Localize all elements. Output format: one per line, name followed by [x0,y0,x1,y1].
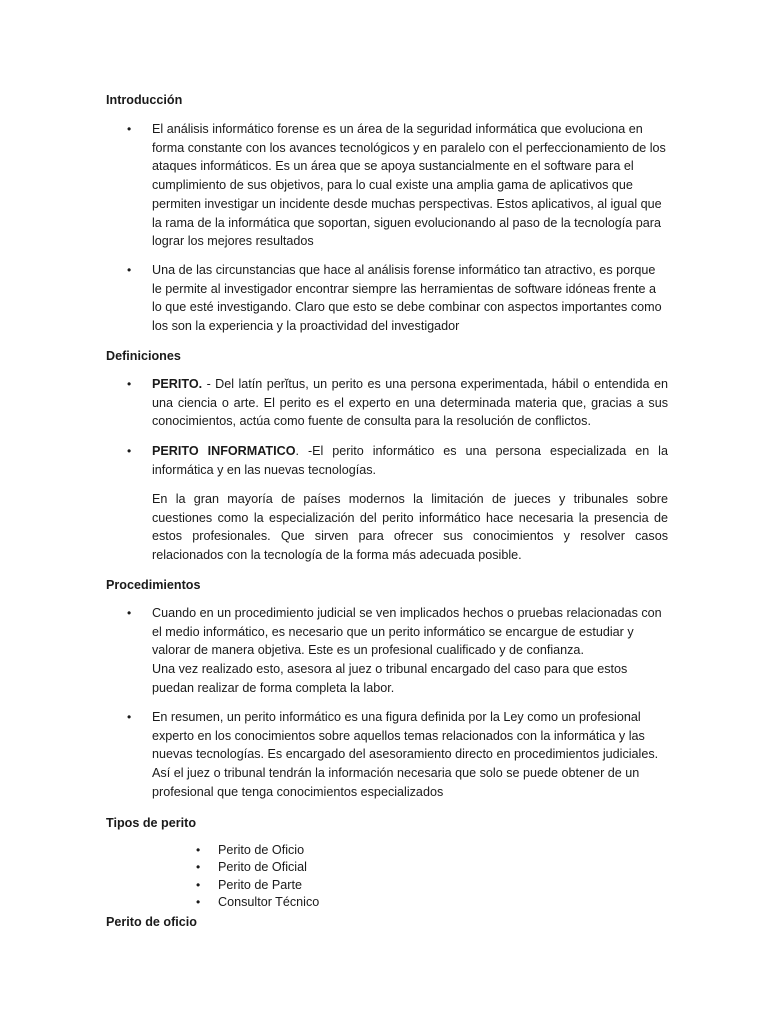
heading-perito-de-oficio: Perito de oficio [106,915,197,929]
bullet-icon: • [196,895,201,910]
bullet-icon: • [196,843,201,857]
list-item [127,604,668,698]
bullet-icon: • [127,122,132,136]
bullet-icon: • [127,606,132,620]
types-list [196,842,319,912]
list-item [196,842,319,859]
bullet-icon: • [196,877,201,892]
type-item-label: Consultor Técnico [218,895,320,910]
type-item-label: Perito de Parte [218,877,303,892]
heading-introduccion: Introducción [106,93,183,107]
intro-item-2-text: Una de las circunstancias que hace al análisis forense informático tan atractivo, es porque le permite al investigador encontrar siempre las herramientas de software idóneas frente a lo que esté investigando. Claro que esto se debe combinar con aspectos importantes como los son la experiencia y la proactividad del investigador [152,263,662,334]
procedures-item-1-part-1: Cuando en un procedimiento judicial se ven implicados hechos o pruebas relacionadas con el medio informático, es necesario que un perito informático se encargue de estudiar y valorar de manera objetiva. Este es un profesional cualificado y de confianza. [152,606,662,658]
heading-definiciones: Definiciones [106,349,181,363]
bullet-icon: • [127,263,132,277]
procedures-item-2-text: En resumen, un perito informático es una figura definida por la Ley como un profesional experto en los conocimientos sobre aquellos temas relacionados con la informática y las nuevas tecnologías. Es encargado del asesoramiento directo en procedimientos judiciales. Así el juez o tribunal tendrán la información necesaria que solo se puede obtener de un profesional que tenga conocimientos especializados [152,710,659,799]
definitions-paragraph: En la gran mayoría de países modernos la limitación de jueces y tribunales sobre cuestiones como la especialización del perito informático hace necesaria la presencia de estos profesionales. Que sirven para ofrecer sus conocimientos y resolver casos relacionados con la tecnología de la forma más adecuada posible. [152,492,668,563]
definition-term-perito-informatico: PERITO INFORMATICO [152,444,296,458]
list-item [196,877,319,894]
heading-tipos-de-perito: Tipos de perito [106,816,197,830]
bullet-icon: • [127,444,132,458]
list-item [196,894,319,911]
procedures-item-1-part-2: Una vez realizado esto, asesora al juez o tribunal encargado del caso para que estos puedan realizar de forma completa la labor. [152,662,628,695]
bullet-icon: • [127,377,132,391]
intro-item-1-text: El análisis informático forense es un área de la seguridad informática que evoluciona en forma constante con los avances tecnológicos y en paralelo con el perfeccionamiento de los ataques informáticos. Es un área que se apoya sustancialmente en el software para el cumplimiento de sus objetivos, para lo cual existe una amplia gama de aplicativos que permiten investigar un incidente desde muchas perspectivas. Estos aplicativos, al igual que la rama de la informática que soportan, siguen evolucionando al paso de la tecnología para lograr los mejores resultados [152,122,666,249]
definition-text-perito-informatico: . -El perito informático es una persona especializada en la informática y en las nuevas tecnologías. [152,444,668,477]
bullet-icon: • [127,710,132,724]
list-item [196,859,319,876]
list-item [127,261,668,336]
list-item [127,708,668,802]
list-item [127,375,668,431]
type-item-label: Perito de Oficio [218,843,305,857]
heading-procedimientos: Procedimientos [106,578,201,592]
type-item-label: Perito de Oficial [218,860,307,875]
list-item [127,442,668,479]
definition-term-perito: PERITO. [152,377,203,391]
definition-text-perito: - Del latín perĭtus, un perito es una persona experimentada, hábil o entendida en una ciencia o arte. El perito es el experto en una determinada materia que, gracias a sus conocimientos, actúa como fuente de consulta para la resolución de conflictos. [152,377,668,429]
bullet-icon: • [196,860,201,875]
list-item [127,120,668,251]
